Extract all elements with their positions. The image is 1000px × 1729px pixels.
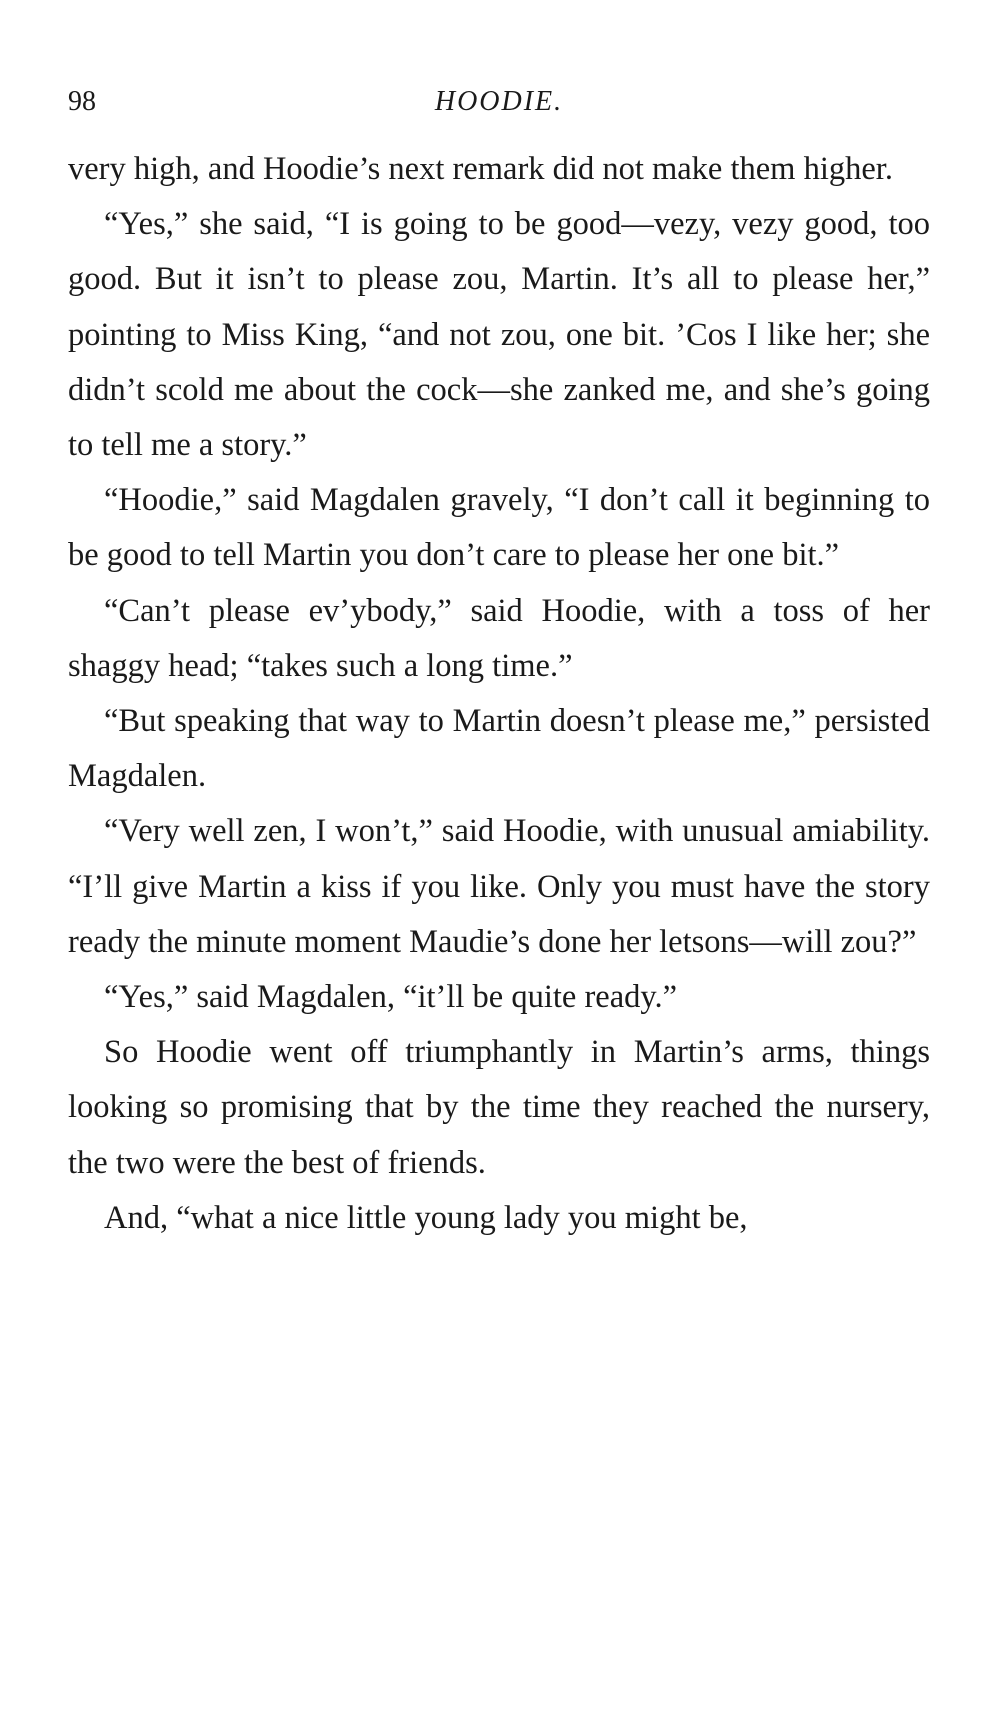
- body-text: [68, 142, 930, 1246]
- running-head: [68, 84, 930, 124]
- paragraph: “Yes,” said Magdalen, “it’ll be quite ready.”: [104, 979, 678, 1016]
- paragraph: “Very well zen, I won’t,” said Hoodie, with unusual amiability. “I’ll give Martin a kiss if you like. Only you must have the story ready the minute moment Maudie’s done her letsons—will zou?”: [68, 813, 930, 960]
- paragraph: So Hoodie went off triumphantly in Martin’s arms, things looking so promising that by the time they reached the nursery, the two were the best of friends.: [68, 1034, 930, 1181]
- page-number: 98: [68, 86, 96, 117]
- paragraph: “But speaking that way to Martin doesn’t please me,” persisted Magdalen.: [68, 703, 930, 795]
- paragraph: “Hoodie,” said Magdalen gravely, “I don’t call it beginning to be good to tell Martin you don’t care to please her one bit.”: [68, 482, 930, 574]
- running-title: HOODIE.: [434, 86, 564, 117]
- paragraph: very high, and Hoodie’s next remark did not make them higher.: [68, 151, 893, 187]
- paragraph: And, “what a nice little young lady you might be,: [104, 1199, 748, 1236]
- paragraph: “Can’t please ev’ybody,” said Hoodie, with a toss of her shaggy head; “takes such a long time.”: [68, 592, 930, 684]
- paragraph: “Yes,” she said, “I is going to be good—vezy, vezy good, too good. But it isn’t to please zou, Martin. It’s all to please her,” pointing to Miss King, “and not zou, one bit. ’Cos I like her; she didn’t scold me about the cock—she zanked me, and she’s going to tell me a story.”: [68, 206, 930, 464]
